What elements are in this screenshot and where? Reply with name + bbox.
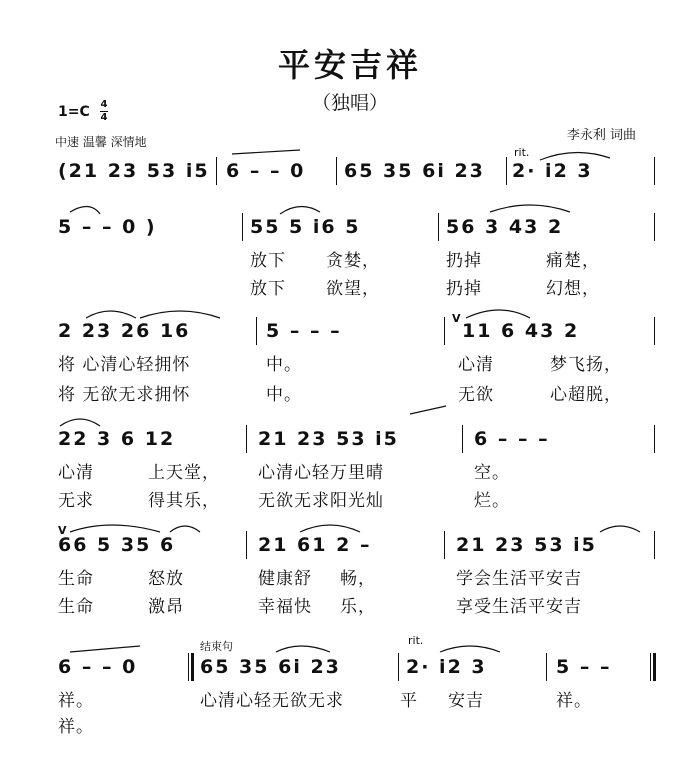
- lyric: 痛楚，: [546, 251, 600, 271]
- slur: [276, 646, 330, 652]
- crescendo-line: [410, 406, 446, 414]
- lyric: 上天堂，: [148, 463, 220, 483]
- lyric: 中。: [266, 385, 302, 405]
- lyric: 心清: [458, 355, 494, 375]
- composer-credit: 李永利 词曲: [566, 128, 636, 143]
- lyric: 扔掉: [446, 251, 482, 271]
- measure: 2· i2 3: [512, 160, 593, 182]
- lyric: 祥。: [58, 717, 94, 737]
- lyric: 怒放: [148, 569, 184, 589]
- measure: 56 3 43 2: [446, 216, 564, 238]
- slur: [490, 205, 570, 212]
- lyric: 幸福快: [258, 597, 312, 617]
- crescendo-line: [232, 150, 300, 154]
- measure: 2· i2 3: [406, 656, 487, 678]
- measure: 22 3 6 12: [58, 428, 176, 450]
- measure: 5 – – –: [266, 320, 342, 342]
- lyric: 无求: [58, 491, 94, 511]
- measure: 66 5 35 6: [58, 534, 176, 556]
- key-signature: 1=C: [58, 104, 90, 120]
- time-signature-bottom: 4: [100, 112, 108, 123]
- tempo-marking: 中速 温馨 深情地: [55, 135, 147, 149]
- lyric: 无欲无求阳光灿: [258, 491, 384, 511]
- measure: 6 – – –: [474, 428, 550, 450]
- slur: [600, 526, 640, 532]
- song-title: 平安吉祥: [277, 46, 422, 84]
- lyric: 幻想，: [546, 279, 600, 299]
- lyric: 心清心轻万里晴: [258, 463, 384, 483]
- crescendo-line: [70, 646, 140, 652]
- lyric: 祥。: [58, 691, 94, 711]
- measure: 55 5 i6 5: [250, 216, 361, 238]
- measure: 2 23 26 16: [58, 320, 191, 342]
- breath-mark: V: [58, 524, 67, 537]
- lyric: 烂。: [474, 491, 510, 511]
- measure: 5 – –: [556, 656, 612, 678]
- measure: 21 61 2 –: [258, 534, 372, 556]
- measure: 6 – – 0: [58, 656, 138, 678]
- slur: [70, 525, 160, 532]
- lyric: 梦飞扬，: [550, 355, 622, 375]
- lyric: 平: [400, 691, 418, 711]
- lyric: 学会生活平安吉: [456, 569, 582, 589]
- lyric: 得其乐，: [148, 491, 220, 511]
- lyric: 扔掉: [446, 279, 482, 299]
- lyric: 中。: [266, 355, 302, 375]
- lyric: 享受生活平安吉: [456, 597, 582, 617]
- slur: [300, 525, 360, 532]
- slur: [60, 419, 100, 426]
- ritardando-mark: rit.: [514, 146, 530, 159]
- lyric: 欲望，: [326, 279, 380, 299]
- lyric: 生命: [58, 597, 94, 617]
- lyric: 生命: [58, 569, 94, 589]
- measure: 11 6 43 2: [462, 320, 580, 342]
- lyric: 健康舒: [258, 569, 312, 589]
- lyric: 放下: [250, 251, 286, 271]
- lyric: 畅，: [340, 569, 376, 589]
- slur: [170, 526, 200, 532]
- slur: [70, 206, 100, 214]
- lyric: 激昂: [148, 597, 184, 617]
- slur: [540, 152, 610, 160]
- measure: 21 23 53 i5: [258, 428, 399, 450]
- lyric: 空。: [474, 463, 510, 483]
- lyric: 乐，: [340, 597, 376, 617]
- time-signature-top: 4: [100, 99, 108, 110]
- slur: [86, 311, 136, 318]
- slur: [440, 646, 500, 652]
- measure: 21 23 53 i5: [456, 534, 597, 556]
- lyric: 将 无欲无求拥怀: [58, 385, 191, 405]
- measure: 5 – – 0 ): [58, 216, 157, 238]
- lyric: 将 心清心轻拥怀: [58, 355, 191, 375]
- lyric: 安吉: [448, 691, 484, 711]
- ending-label: 结束句: [200, 640, 233, 653]
- lyric: 心清: [58, 463, 94, 483]
- slur: [280, 206, 320, 214]
- measure: (21 23 53 i5: [58, 160, 210, 182]
- lyric: 心清心轻无欲无求: [200, 691, 344, 711]
- lyric: 放下: [250, 279, 286, 299]
- slur: [140, 311, 220, 318]
- slur: [466, 310, 530, 318]
- lyric: 心超脱，: [550, 385, 622, 405]
- lyric: 无欲: [458, 385, 494, 405]
- ritardando-mark: rit.: [408, 634, 424, 647]
- lyric: 贪婪，: [326, 251, 380, 271]
- lyric: 祥。: [556, 691, 592, 711]
- song-subtitle: （独唱）: [311, 92, 388, 114]
- measure: 6 – – 0: [226, 160, 306, 182]
- breath-mark: V: [452, 312, 461, 325]
- measure: 65 35 6i 23: [344, 160, 485, 182]
- measure: 65 35 6i 23: [200, 656, 341, 678]
